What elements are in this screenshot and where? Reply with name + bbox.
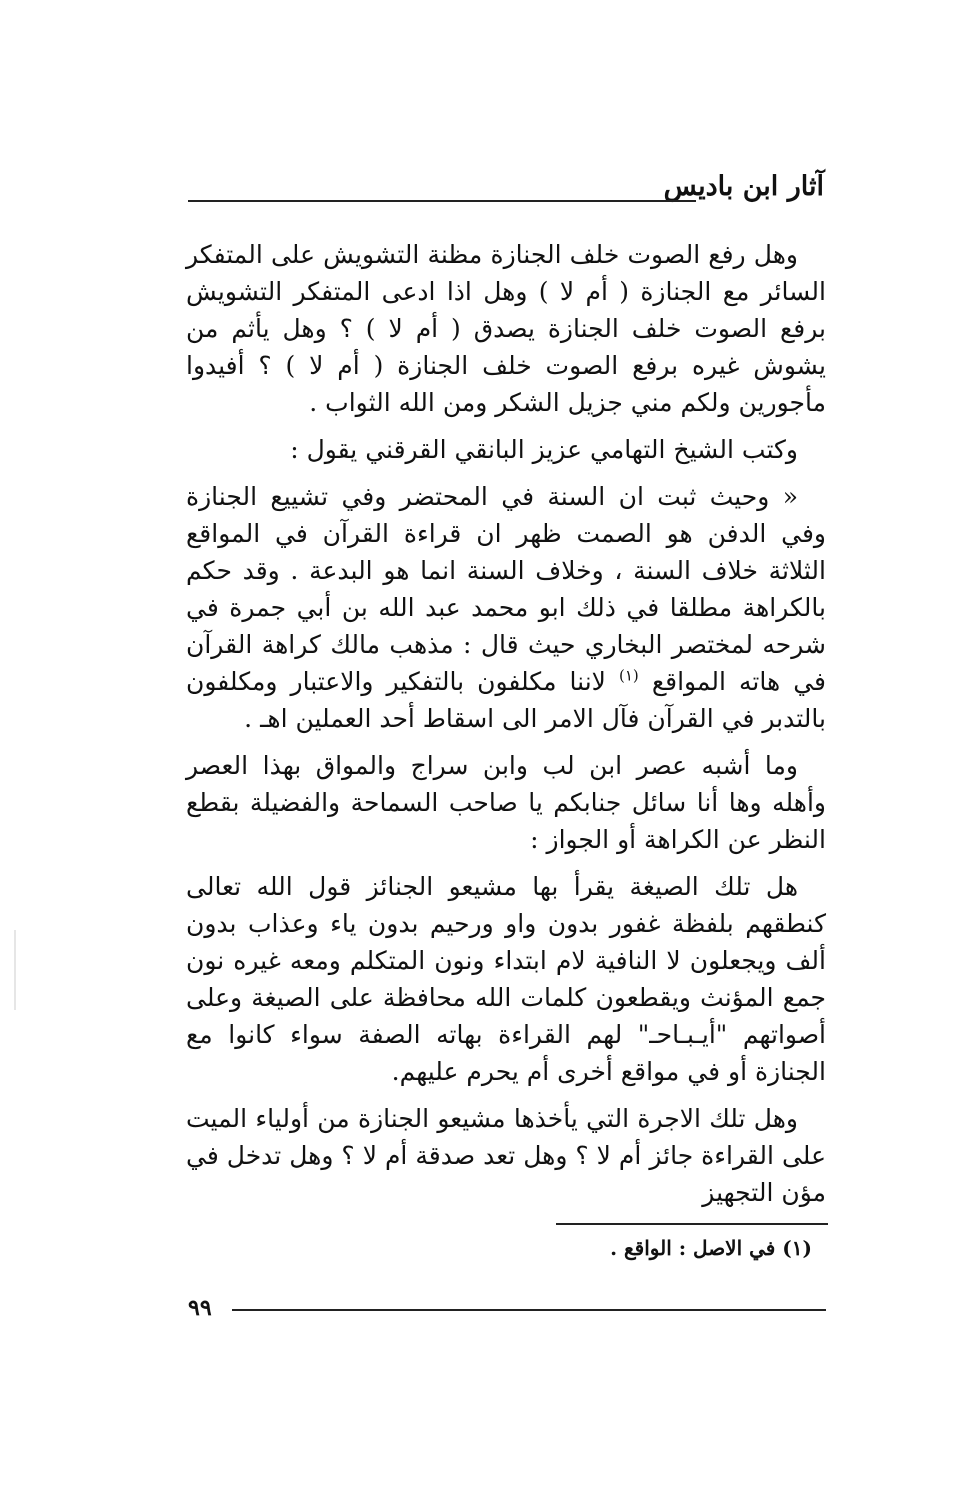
footnote-rule — [556, 1223, 828, 1225]
paragraph-quote — [186, 478, 826, 737]
paragraph-question: وهل رفع الصوت خلف الجنازة مظنة التشويش على المتفكر السائر مع الجنازة ( أم لا ) وهل اذا ادعى المتفكر التشويش برفع الصوت خلف الجنازة يصدق ( أم لا ) ؟ وهل يأثم من يشوش غيره برفع الصوت خلف الجنازة ( أم لا ) ؟ أفيدوا مأجورين ولكم مني جزيل الشكر ومن الله الثواب . — [186, 240, 826, 417]
paragraph-quote-text: « وحيث ثبت ان السنة في المحتضر وفي تشييع الجنازة وفي الدفن هو الصمت ظهر ان قراءة القرآن في المواقع الثلاثة خلاف السنة ، وخلاف السنة انما هو البدعة . وقد حكم بالكراهة مطلقا في ذلك ابو محمد عبد الله بن أبي جمرة في شرحه لمختصر البخاري حيث قال : مذهب مالك كراهة القرآن في هاته المواقع — [186, 482, 826, 696]
footer-rule — [232, 1309, 826, 1311]
paragraph-recitation-question: هل تلك الصيغة يقرأ بها مشيعو الجنائز قول الله تعالى كنطقهم بلفظة غفور بدون واو ورحيم بدون ياء وعذاب بدون ألف ويجعلون لا النافية لام ابتداء ونون المتكلم ومعه غيره نون جمع المؤنث ويقطعون كلمات الله محافظة على الصيغة وعلى أصواتهم "أيـبـاحـ" لهم القراءة بهاته الصفة سواء كانوا مع الجنازة أو في مواقع أخرى أم يحرم عليهم. — [186, 872, 826, 1086]
page-number: ٩٩ — [188, 1295, 212, 1321]
main-text — [186, 236, 826, 1211]
margin-scan-mark — [14, 930, 16, 1010]
running-header — [188, 170, 824, 210]
footnote-text: (١) في الاصل : الواقع . — [610, 1236, 812, 1260]
footnote-reference: (١) — [618, 666, 639, 685]
paragraph-wage-question: وهل تلك الاجرة التي يأخذها مشيعو الجنازة من أولياء الميت على القراءة جائز أم لا ؟ وهل تعد صدقة أم لا ؟ وهل تدخل في مؤن التجهيز — [186, 1104, 826, 1207]
running-header-title: آثار ابن باديس — [663, 171, 824, 202]
paragraph-quote-continued: لاننا مكلفون بالتفكير والاعتبار ومكلفون بالتدبر في القرآن فآل الامر الى اسقاط أحد العملين اهـ . — [186, 667, 826, 733]
paragraph-intro: وكتب الشيخ التهامي عزيز البانقي القرقني يقول : — [290, 435, 798, 464]
header-rule — [188, 200, 696, 202]
paragraph-comparison: وما أشبه عصر ابن لب وابن سراج والمواق بهذا العصر وأهله وها أنا سائل جنابكم يا صاحب السماحة والفضيلة بقطع النظر عن الكراهة أو الجواز : — [186, 751, 826, 854]
